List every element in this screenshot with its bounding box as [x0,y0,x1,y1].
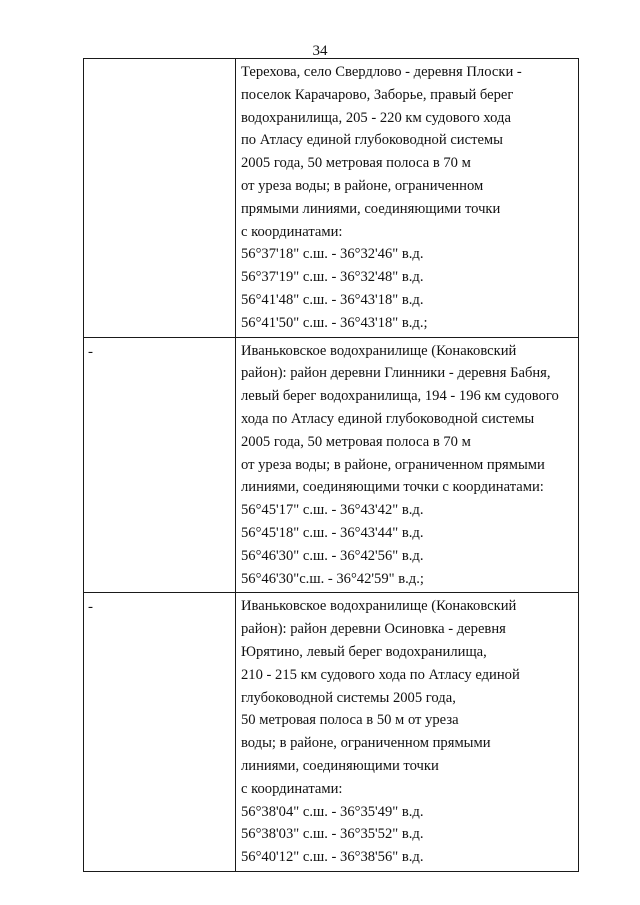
coordinate-line: 56°37'18" с.ш. - 36°32'46" в.д. [241,246,424,263]
text-line: 50 метровая полоса в 50 м от уреза [241,712,459,729]
text-line: с координатами: [241,780,343,797]
marker-cell [84,59,236,338]
table-row [84,593,579,872]
text-line: глубоководной системы 2005 года, [241,689,456,706]
coordinate-line: 56°46'30" с.ш. - 36°42'56" в.д. [241,547,424,564]
marker-cell [84,593,236,872]
text-line: Иваньковское водохранилище (Конаковский [241,342,517,359]
text-line: водохранилища, 205 - 220 км судового хода [241,109,511,126]
text-line: линиями, соединяющими точки с координатами: [241,479,544,496]
coordinate-line: 56°37'19" с.ш. - 36°32'48" в.д. [241,269,424,286]
text-line: район): район деревни Глинники - деревня Бабня, [241,365,551,382]
coordinates-table [83,58,579,872]
coordinate-line: 56°38'03" с.ш. - 36°35'52" в.д. [241,826,424,843]
text-line: Иваньковское водохранилище (Конаковский [241,598,517,615]
coordinate-line: 56°41'50" с.ш. - 36°43'18" в.д.; [241,314,428,331]
coordinate-line: 56°45'17" с.ш. - 36°43'42" в.д. [241,502,424,519]
table-row [84,337,579,593]
coordinate-line: 56°41'48" с.ш. - 36°43'18" в.д. [241,291,424,308]
marker-cell [84,337,236,593]
description-cell [236,337,579,593]
row-marker: - [88,599,93,616]
coordinate-line: 56°38'04" с.ш. - 36°35'49" в.д. [241,803,424,820]
page-number: 34 [312,43,328,59]
row-marker [84,59,235,62]
text-line: по Атласу единой глубоководной системы [241,132,503,149]
coordinate-line: 56°45'18" с.ш. - 36°43'44" в.д. [241,524,424,541]
text-line: линиями, соединяющими точки [241,757,439,774]
text-line: район): район деревни Осиновка - деревня [241,621,506,638]
table-row [84,59,579,338]
text-line: от уреза воды; в районе, ограниченном прямыми [241,456,545,473]
text-line: воды; в районе, ограниченном прямыми [241,735,491,752]
text-line: хода по Атласу единой глубоководной системы [241,410,535,427]
text-line: 2005 года, 50 метровая полоса в 70 м [241,433,471,450]
text-line: Юрятино, левый берег водохранилища, [241,643,487,660]
text-line: поселок Карачарово, Заборье, правый берег [241,86,514,103]
description-cell [236,59,579,338]
text-line: от уреза воды; в районе, ограниченном [241,177,484,194]
coordinate-line: 56°40'12" с.ш. - 36°38'56" в.д. [241,849,424,866]
text-line: левый берег водохранилища, 194 - 196 км судового [241,388,559,405]
text-line: 2005 года, 50 метровая полоса в 70 м [241,155,471,172]
row-marker: - [88,343,93,360]
text-line: 210 - 215 км судового хода по Атласу единой [241,666,520,683]
coordinate-line: 56°46'30"с.ш. - 36°42'59" в.д.; [241,570,424,587]
text-line: Терехова, село Свердлово - деревня Плоски - [241,64,522,80]
text-line: с координатами: [241,223,343,240]
text-line: прямыми линиями, соединяющими точки [241,200,501,217]
description-cell [236,593,579,872]
